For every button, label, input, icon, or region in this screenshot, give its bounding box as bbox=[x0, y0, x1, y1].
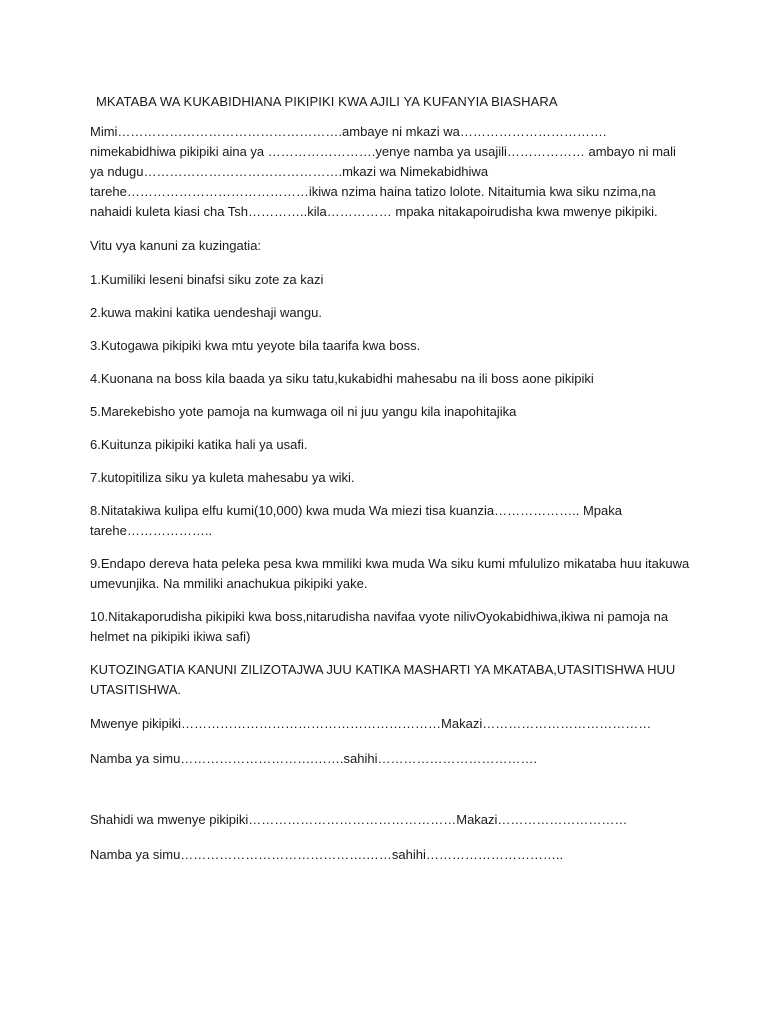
rule-item: 4.Kuonana na boss kila baada ya siku tatu,kukabidhi mahesabu na ili boss aone pikipiki bbox=[90, 371, 594, 386]
rule-item: 5.Marekebisho yote pamoja na kumwaga oil ni juu yangu kila inapohitajika bbox=[90, 404, 517, 419]
owner-phone-line: Namba ya simu………………………….…….sahihi………………………………. bbox=[90, 751, 538, 766]
signature-block bbox=[90, 714, 690, 865]
rules-heading: Vitu vya kanuni za kuzingatia: bbox=[90, 238, 262, 253]
owner-signature-line: Mwenye pikipiki……………………………………………………Makazi………………………………… bbox=[90, 716, 652, 731]
rules-list bbox=[90, 270, 690, 647]
rule-item: 6.Kuitunza pikipiki katika hali ya usafi. bbox=[90, 437, 308, 452]
contract-document bbox=[90, 92, 690, 880]
rule-item: 1.Kumiliki leseni binafsi siku zote za kazi bbox=[90, 272, 324, 287]
witness-phone-line: Namba ya simu…………………………………….……sahihi………………………….. bbox=[90, 847, 564, 862]
signature-spacer bbox=[90, 784, 690, 810]
rule-item: 8.Nitatakiwa kulipa elfu kumi(10,000) kwa muda Wa miezi tisa kuanzia……………….. Mpaka tarehe……………….. bbox=[90, 503, 622, 538]
rule-item: 7.kutopitiliza siku ya kuleta mahesabu ya wiki. bbox=[90, 470, 355, 485]
rule-item: 2.kuwa makini katika uendeshaji wangu. bbox=[90, 305, 322, 320]
rule-item: 9.Endapo dereva hata peleka pesa kwa mmiliki kwa muda Wa siku kumi mfululizo mikataba huu itakuwa umevunjika. Na mmiliki anachukua pikipiki yake. bbox=[90, 556, 690, 591]
witness-signature-line: Shahidi wa mwenye pikipiki…………………………………………Makazi………………………… bbox=[90, 812, 628, 827]
document-title: MKATABA WA KUKABIDHIANA PIKIPIKI KWA AJILI YA KUFANYIA BIASHARA bbox=[96, 94, 558, 109]
intro-paragraph: Mimi…………………………………………….ambaye ni mkazi wa……………………………. nimekabidhiwa pikipiki aina ya …………………….yenye namba ya usajili……………… ambayo ni mali ya ndugu……………………………………….mkazi wa Nimekabidhiwa tarehe……………………………………ikiwa nzima haina tatizo lolote. Nitaitumia kwa siku nzima,na nahaidi kuleta kiasi cha Tsh…………..kila…………… mpaka nitakapoirudisha kwa mwenye pikipiki. bbox=[90, 124, 676, 219]
rule-item: 3.Kutogawa pikipiki kwa mtu yeyote bila taarifa kwa boss. bbox=[90, 338, 421, 353]
warning-statement: KUTOZINGATIA KANUNI ZILIZOTAJWA JUU KATIKA MASHARTI YA MKATABA,UTASITISHWA HUU UTASITISHWA. bbox=[90, 662, 676, 697]
rule-item: 10.Nitakaporudisha pikipiki kwa boss,nitarudisha navifaa vyote nilivOyokabidhiwa,ikiwa ni pamoja na helmet na pikipiki ikiwa safi) bbox=[90, 609, 669, 644]
